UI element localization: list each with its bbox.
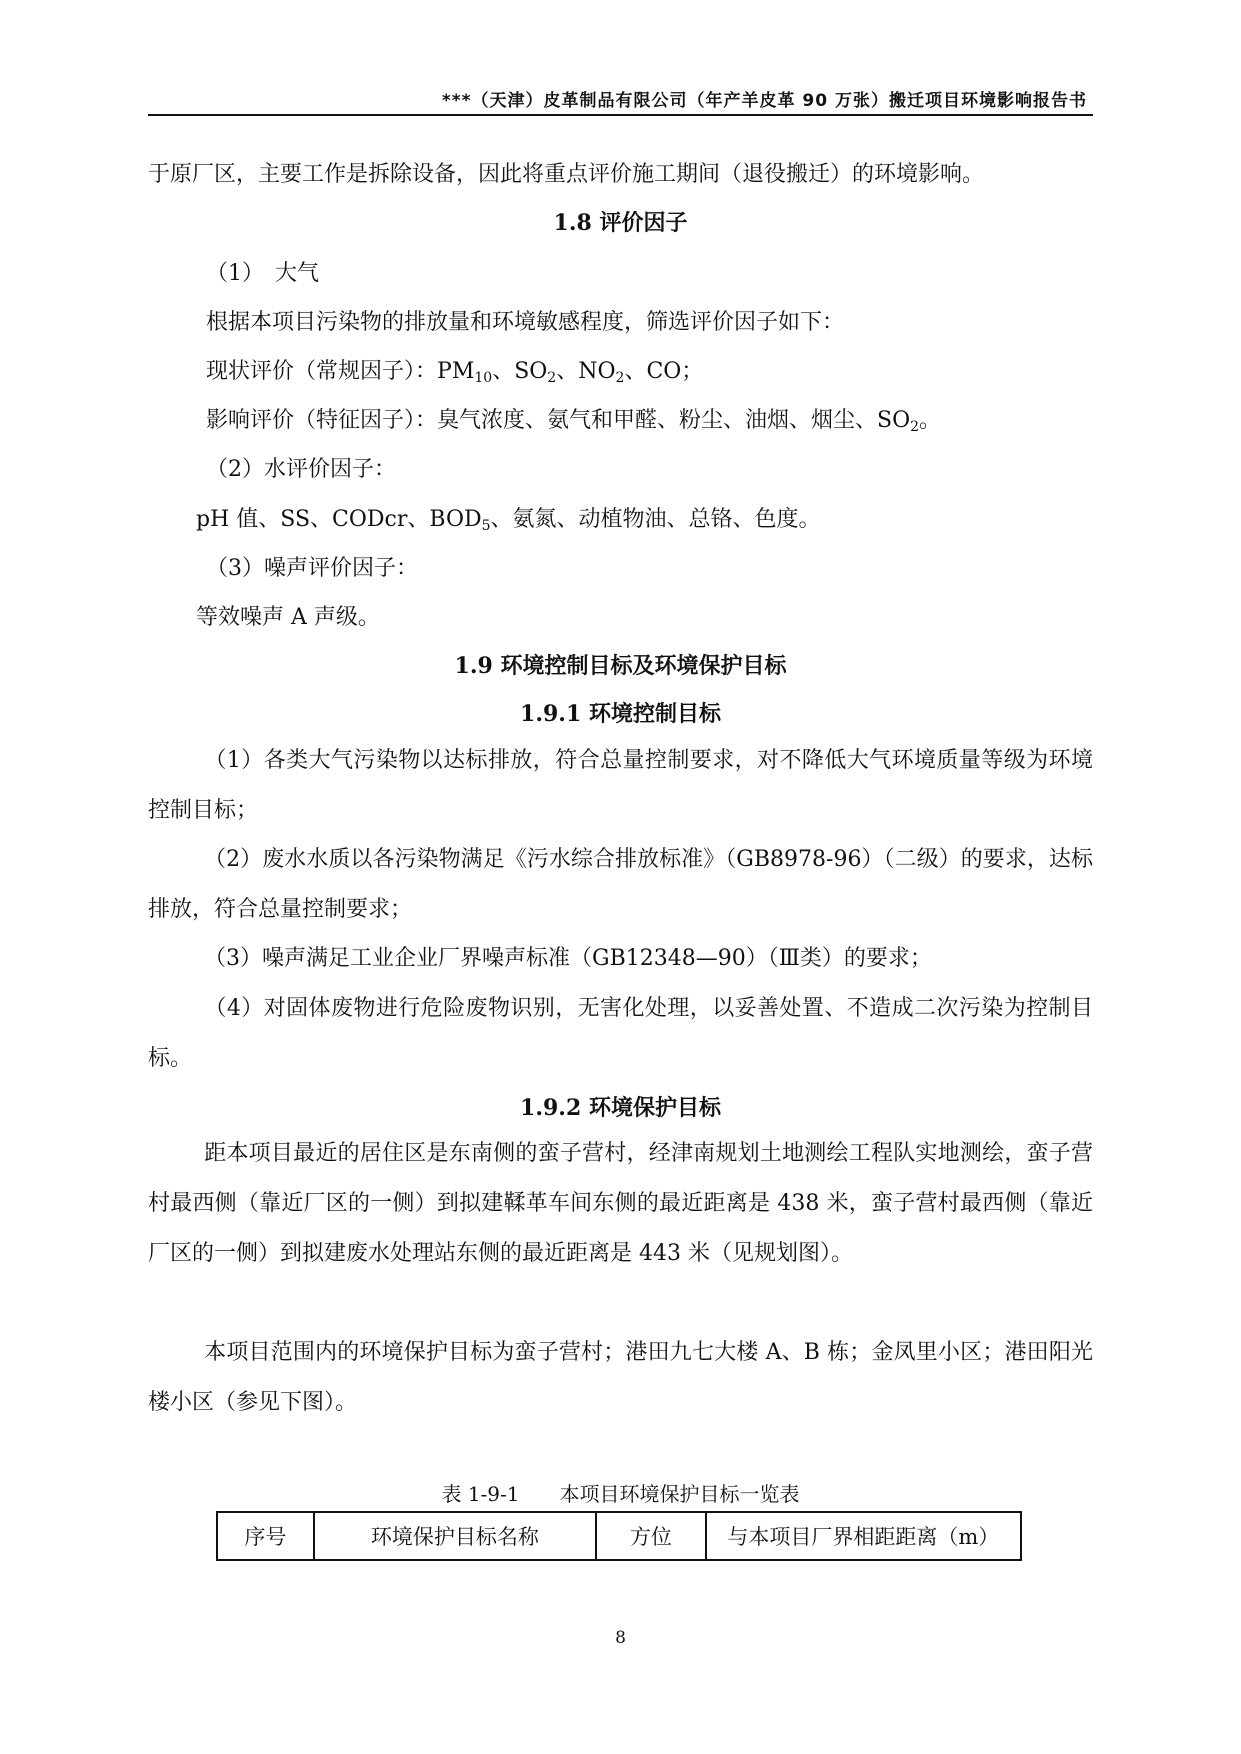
impact-end: 。 bbox=[919, 408, 942, 433]
control-item-4: （4）对固体废物进行危险废物识别，无害化处理，以妥善处置、不造成二次污染为控制目标。 bbox=[148, 996, 1093, 1071]
section-number: 1.9.2 bbox=[520, 1095, 582, 1121]
water-sub: 5 bbox=[481, 518, 491, 534]
table-header-row bbox=[217, 1512, 1021, 1560]
pm-sub: 10 bbox=[474, 370, 493, 386]
so2-sub: 2 bbox=[547, 370, 557, 386]
impact-prefix: 影响评价（特征因子）：臭气浓度、氨气和甲醛、粉尘、油烟、烟尘、SO bbox=[206, 408, 911, 433]
air-label: （1） 大气 bbox=[206, 261, 319, 286]
table-caption: 表 1-9-1 本项目环境保护目标一览表 bbox=[441, 1482, 800, 1506]
section-heading-1-9-1 bbox=[148, 697, 1093, 728]
section-heading-1-9-2 bbox=[148, 1091, 1093, 1122]
status-prefix: 现状评价（常规因子）： bbox=[206, 359, 438, 384]
section-title: 评价因子 bbox=[599, 211, 688, 236]
section-number: 1.9.1 bbox=[520, 701, 582, 727]
pm-text: PM bbox=[437, 359, 475, 384]
section-title: 环境控制目标 bbox=[588, 702, 721, 727]
protection-target-table bbox=[216, 1511, 1022, 1561]
protect-para-1: 距本项目最近的居住区是东南侧的蛮子营村，经津南规划土地测绘工程队实地测绘，蛮子营村最西侧（靠近厂区的一侧）到拟建鞣革车间东侧的最近距离是 438 米，蛮子营村最西侧（靠近厂区的一侧）到拟建废水处理站东侧的最近距离是 443 米（见规划图）。 bbox=[148, 1141, 1093, 1266]
air-intro: 根据本项目污染物的排放量和环境敏感程度，筛选评价因子如下： bbox=[206, 310, 845, 335]
water-factors bbox=[196, 502, 821, 533]
water-prefix: pH 值、SS、CODcr、BOD bbox=[196, 507, 482, 532]
co-text: 、CO； bbox=[624, 359, 704, 384]
section-heading-1-8 bbox=[148, 206, 1093, 237]
protect-para-2: 本项目范围内的环境保护目标为蛮子营村；港田九七大楼 A、B 栋；金凤里小区；港田阳光楼小区（参见下图）。 bbox=[148, 1340, 1093, 1415]
water-label: （2）水评价因子： bbox=[206, 457, 396, 482]
noise-text: 等效噪声 A 声级。 bbox=[196, 605, 380, 630]
section-number: 1.9 bbox=[454, 653, 493, 679]
page-number: 8 bbox=[615, 1628, 626, 1648]
section-number: 1.8 bbox=[553, 210, 592, 236]
control-item-2: （2）废水水质以各污染物满足《污水综合排放标准》（GB8978-96）（二级）的要求，达标排放，符合总量控制要求； bbox=[148, 847, 1093, 922]
impact-factors bbox=[206, 403, 941, 434]
column-header: 环境保护目标名称 bbox=[314, 1512, 596, 1560]
section-title: 环境控制目标及环境保护目标 bbox=[500, 654, 787, 679]
control-item-3: （3）噪声满足工业企业厂界噪声标准（GB12348—90）（Ⅲ类）的要求； bbox=[204, 946, 932, 971]
impact-sub: 2 bbox=[910, 419, 920, 435]
column-header: 方位 bbox=[596, 1512, 706, 1560]
column-header: 序号 bbox=[217, 1512, 314, 1560]
intro-line: 于原厂区，主要工作是拆除设备，因此将重点评价施工期间（退役搬迁）的环境影响。 bbox=[148, 162, 985, 187]
control-item-1: （1）各类大气污染物以达标排放，符合总量控制要求，对不降低大气环境质量等级为环境控制目标； bbox=[148, 748, 1093, 823]
column-header: 与本项目厂界相距距离（m） bbox=[706, 1512, 1021, 1560]
so2-text: 、SO bbox=[492, 359, 548, 384]
status-factors bbox=[206, 354, 703, 385]
water-end: 、氨氮、动植物油、总铬、色度。 bbox=[490, 507, 821, 532]
header-title: ***（天津）皮革制品有限公司（年产羊皮革 90 万张）搬迁项目环境影响报告书 bbox=[441, 91, 1087, 111]
no2-text: 、NO bbox=[556, 359, 616, 384]
noise-label: （3）噪声评价因子： bbox=[206, 556, 418, 581]
section-heading-1-9 bbox=[148, 649, 1093, 680]
section-title: 环境保护目标 bbox=[588, 1096, 721, 1121]
page-header bbox=[148, 84, 1093, 116]
no2-sub: 2 bbox=[615, 370, 625, 386]
